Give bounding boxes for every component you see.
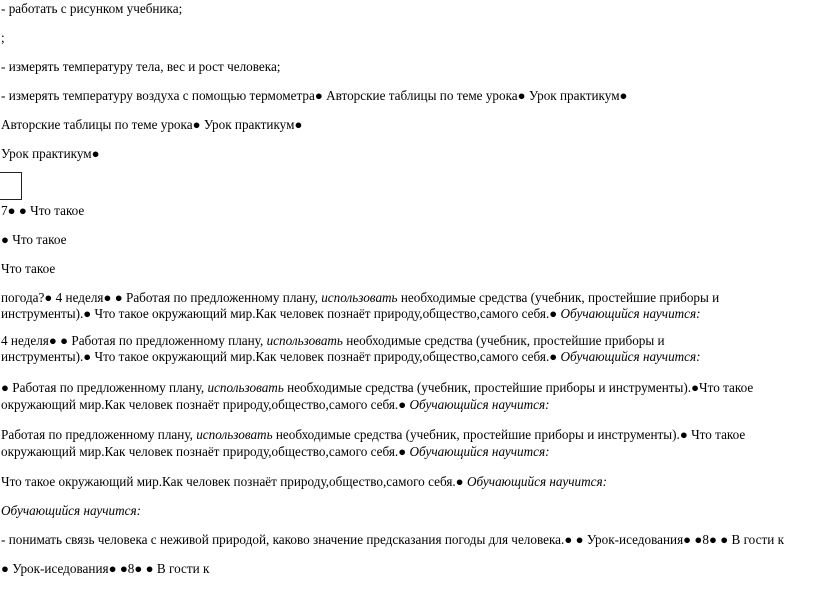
text-line [1, 349, 701, 365]
text-span: необходимые средства (учебник, простейшие приборы и инструменты).●Что такое [283, 380, 754, 395]
emphasis-text: использовать [321, 290, 398, 305]
text-span: Что такое окружающий мир.Как человек познаёт природу,общество,самого себя.● [1, 474, 467, 489]
text-span: окружающий мир.Как человек познаёт природу,общество,самого себя.● [1, 444, 410, 459]
emphasis-text: Обучающийся научится: [560, 349, 701, 364]
text-line [1, 427, 745, 443]
emphasis-text: Обучающийся научится: [466, 474, 607, 489]
text-line [1, 397, 550, 413]
emphasis-text: Обучающийся научится: [409, 397, 550, 412]
text-line: - работать с рисунком учебника; [1, 1, 183, 16]
text-line: ● Что такое [1, 232, 67, 247]
text-line: 7● ● Что такое [1, 203, 85, 218]
text-line [1, 474, 607, 490]
emphasis-text: использовать [196, 427, 273, 442]
text-line [1, 380, 753, 396]
text-line: Обучающийся научится: [1, 503, 142, 518]
text-line [1, 444, 550, 460]
text-span: необходимые средства (учебник, простейшие приборы и [342, 333, 665, 348]
text-line: Авторские таблицы по теме урока● Урок практикум● [1, 117, 303, 132]
emphasis-text: Обучающийся научится: [409, 444, 550, 459]
empty-table-cell [0, 172, 22, 200]
text-span: окружающий мир.Как человек познаёт природу,общество,самого себя.● [1, 397, 410, 412]
text-line: Что такое [1, 261, 56, 276]
text-line: ; [1, 30, 5, 45]
emphasis-text: Обучающийся научится: [560, 306, 701, 321]
text-span: погода?● 4 неделя● ● Работая по предложенному плану, [1, 290, 322, 305]
text-span: необходимые средства (учебник, простейшие приборы и инструменты).● Что такое [272, 427, 746, 442]
text-line: Урок практикум● [1, 146, 100, 161]
emphasis-text: использовать [207, 380, 284, 395]
emphasis-text: использовать [266, 333, 343, 348]
text-line: ● Урок-иседования● ●8● ● В гости к [1, 561, 210, 576]
text-span: Работая по предложенному плану, [1, 427, 197, 442]
text-span: 4 неделя● ● Работая по предложенному плану, [1, 333, 267, 348]
text-line [1, 290, 719, 306]
text-span: инструменты).● Что такое окружающий мир.Как человек познаёт природу,общество,самого себя.● [1, 306, 561, 321]
text-span: инструменты).● Что такое окружающий мир.Как человек познаёт природу,общество,самого себя.● [1, 349, 561, 364]
text-line: - понимать связь человека с неживой природой, каково значение предсказания погоды для человека.● ● Урок-иседования● ●8● ● В гости к [1, 532, 784, 547]
text-line [1, 333, 665, 349]
text-line [1, 306, 701, 322]
text-span: ● Работая по предложенному плану, [1, 380, 208, 395]
text-span: необходимые средства (учебник, простейшие приборы и [397, 290, 720, 305]
text-line: - измерять температуру воздуха с помощью термометра● Авторские таблицы по теме урока● Урок практикум● [1, 88, 628, 103]
text-line: - измерять температуру тела, вес и рост человека; [1, 59, 281, 74]
